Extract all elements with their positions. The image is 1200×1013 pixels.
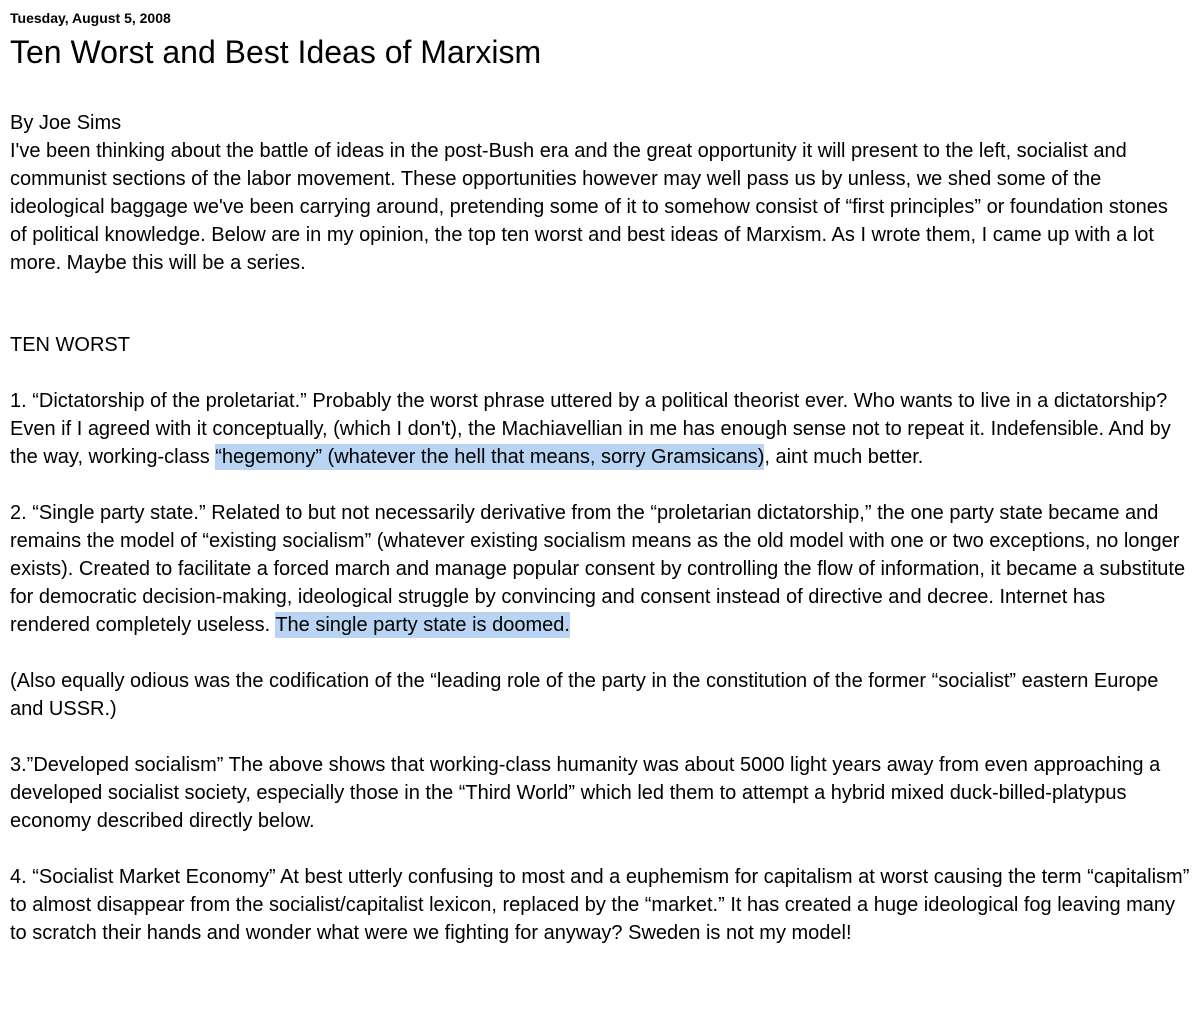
paragraph-text: 3.”Developed socialism” The above shows that working-class humanity was about 5000 light years away from even approaching a developed socialist society, especially those in the “Third World” which led them to attempt a hybrid mixed duck-billed-platypus economy described directly below. [10, 754, 1161, 833]
blog-post [10, 0, 1190, 947]
post-byline: By Joe Sims [10, 112, 122, 135]
post-body [10, 387, 1190, 947]
paragraph-text: , aint much better. [764, 446, 924, 469]
highlighted-text: “hegemony” (whatever the hell that means, sorry Gramsicans) [215, 446, 765, 469]
paragraph [10, 751, 1190, 835]
paragraph [10, 387, 1190, 471]
paragraph [10, 667, 1190, 723]
paragraph [10, 863, 1190, 947]
paragraph-text: 1. “Dictatorship of the proletariat.” Probably the worst phrase uttered by a political theorist ever. Who wants to live in a dictatorship? Even if I agreed with it conceptually, (which I don't), the Machiavellian in me has enough sense not to repeat it. Indefensible. And by the way, working-class [10, 390, 1171, 469]
highlighted-text: The single party state is doomed. [275, 614, 570, 637]
post-intro-paragraph: I've been thinking about the battle of ideas in the post-Bush era and the great opportunity it will present to the left, socialist and communist sections of the labor movement. These opportunities however may well pass us by unless, we shed some of the ideological baggage we've been carrying around, pretending some of it to somehow consist of “first principles” or foundation stones of political knowledge. Below are in my opinion, the top ten worst and best ideas of Marxism. As I wrote them, I came up with a lot more. Maybe this will be a series. [10, 140, 1168, 275]
paragraph-text: (Also equally odious was the codification of the “leading role of the party in the constitution of the former “socialist” eastern Europe and USSR.) [10, 670, 1159, 721]
paragraph-text: 2. “Single party state.” Related to but not necessarily derivative from the “proletarian dictatorship,” the one party state became and remains the model of “existing socialism” (whatever existing socialism means as the old model with one or two exceptions, no longer exists). Created to facilitate a forced march and manage popular consent by controlling the flow of information, it became a substitute for democratic decision-making, ideological struggle by convincing and consent instead of directive and decree. Internet has rendered completely useless. [10, 502, 1186, 637]
post-date: Tuesday, August 5, 2008 [10, 10, 171, 26]
section-heading-ten-worst: TEN WORST [10, 334, 130, 357]
paragraph [10, 499, 1190, 639]
paragraph-text: 4. “Socialist Market Economy” At best utterly confusing to most and a euphemism for capitalism at worst causing the term “capitalism” to almost disappear from the socialist/capitalist lexicon, replaced by the “market.” It has created a huge ideological fog leaving many to scratch their hands and wonder what were we fighting for anyway? Sweden is not my model! [10, 866, 1190, 945]
post-title: Ten Worst and Best Ideas of Marxism [10, 34, 542, 70]
